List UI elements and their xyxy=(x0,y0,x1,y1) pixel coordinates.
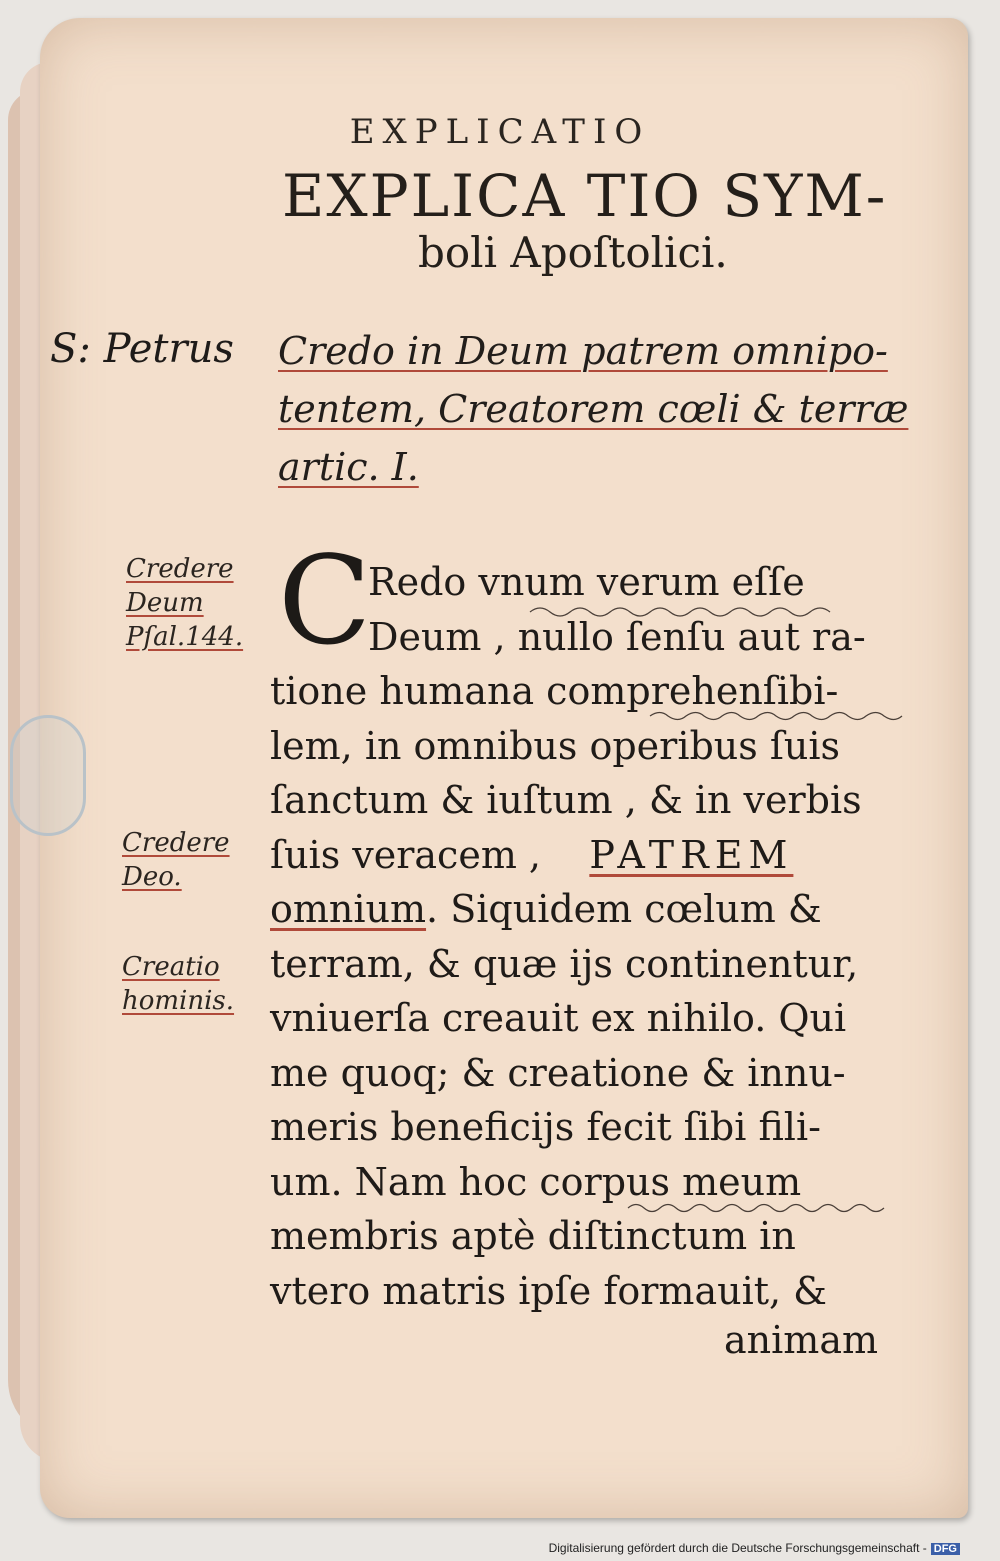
margin-note-line: Creatio xyxy=(122,952,220,982)
body-line: vtero matris ipſe formauit, & xyxy=(270,1268,827,1313)
margin-note-line: Credere xyxy=(122,828,230,858)
title-line-2: boli Apoſtolici. xyxy=(418,228,728,277)
body-line: vniuerſa creauit ex nihilo. Qui xyxy=(270,996,847,1040)
body-line: lem, in omnibus operibus ſuis xyxy=(270,723,841,768)
footer-text: Digitalisierung gefördert durch die Deutsche Forschungsgemeinschaft - xyxy=(548,1541,927,1555)
margin-note-line: Deo. xyxy=(122,862,182,892)
margin-note-line: Pſal.144. xyxy=(126,622,244,652)
body-line: me quoq; & creatione & innu- xyxy=(270,1050,846,1095)
body-line: tione humana comprehenſibi- xyxy=(270,669,839,713)
margin-note-line: Credere xyxy=(126,554,234,584)
body-line: terram, & quæ ijs continentur, xyxy=(270,941,859,986)
body-line: Redo vnum verum eſſe xyxy=(368,560,805,604)
creed-line-2: tentem, Creatorem cœli & terræ xyxy=(278,387,909,431)
body-line: um. Nam hoc corpus meum xyxy=(270,1159,802,1204)
omnium-word: omnium xyxy=(270,887,427,931)
handwritten-margin-note: S: Petrus xyxy=(50,326,234,372)
body-line: meris beneficijs fecit ſibi fili- xyxy=(270,1105,821,1149)
body-line: ſanctum & iuſtum , & in verbis xyxy=(270,778,862,822)
creed-line-3: artic. I. xyxy=(278,445,419,489)
body-line: Deum , nullo ſenſu aut ra- xyxy=(368,614,866,659)
digitization-footer xyxy=(549,1541,960,1555)
drop-cap: C xyxy=(278,530,372,672)
dfg-logo: DFG xyxy=(931,1543,960,1555)
body-segment: . Siquidem cœlum & xyxy=(426,887,822,931)
catchword: animam xyxy=(724,1318,879,1362)
title-line-1: EXPLICA TIO SYM- xyxy=(282,162,888,230)
body-line: membris aptè diſtinctum in xyxy=(270,1214,796,1258)
running-head: EXPLICATIO xyxy=(349,112,651,152)
margin-note-line: hominis. xyxy=(122,986,235,1016)
margin-note-line: Deum xyxy=(126,588,204,618)
creed-line-1: Credo in Deum patrem omnipo- xyxy=(278,329,888,373)
patrem-word: PATREM xyxy=(589,832,794,877)
body-segment: ſuis veracem , xyxy=(270,832,542,877)
